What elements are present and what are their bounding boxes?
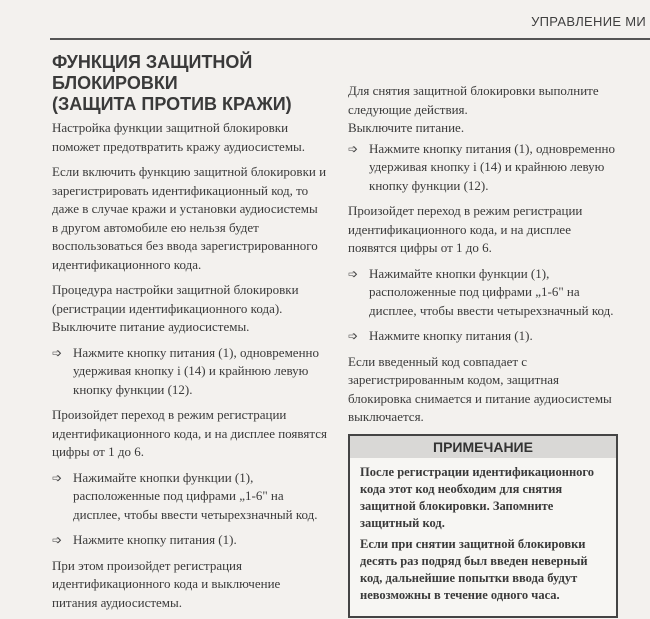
description-paragraph: Если включить функцию защитной блокировки и зарегистрировать идентификационный код, то даже в случае кражи и установки аудиосистемы в другом автомобиле ею нельзя будет воспользоваться без ввода зарегистрированного идентификационного кода.: [52, 164, 327, 272]
result-paragraph: При этом произойдет регистрация идентификационного кода и выключение питания аудиосистемы.: [52, 557, 281, 610]
step-text: Нажмите кнопку питания (1).: [73, 532, 237, 547]
left-column: [52, 52, 327, 619]
unlock-intro-paragraph: Для снятия защитной блокировки выполните следующие действия.: [348, 83, 599, 117]
power-off-instruction: Выключите питание аудиосистемы.: [52, 319, 250, 334]
section-title: [52, 52, 327, 115]
step-press-power-confirm: [348, 327, 618, 346]
unlock-result-paragraph: Если введенный код совпадает с зарегистрированным кодом, защитная блокировка снимается и питание аудиосистемы выключается.: [348, 353, 612, 424]
arrow-bullet-icon: ➩: [348, 141, 359, 156]
arrow-bullet-icon: ➩: [52, 533, 63, 547]
step-press-power-confirm: [52, 531, 327, 550]
right-column: [348, 82, 618, 618]
registration-mode-paragraph: Произойдет переход в режим регистрации идентификационного кода, и на дисплее появятся цифры от 1 до 6.: [52, 407, 327, 459]
procedure-heading: Процедура настройки защитной блокировки (регистрации идентификационного кода).: [52, 282, 299, 316]
registration-mode-paragraph: Произойдет переход в режим регистрации идентификационного кода, и на дисплее появятся цифры от 1 до 6.: [348, 203, 583, 255]
arrow-bullet-icon: ➩: [52, 470, 63, 485]
step-text: Нажмите кнопку питания (1), одновременно удерживая кнопку i (14) и крайнюю левую кнопку функции (12).: [73, 344, 319, 397]
intro-paragraph: Настройка функции защитной блокировки поможет предотвратить кражу аудиосистемы.: [52, 120, 306, 154]
step-press-power: [348, 140, 618, 196]
title-line-2: БЛОКИРОВКИ: [52, 73, 178, 93]
step-press-power: [52, 344, 327, 400]
arrow-bullet-icon: ➩: [52, 345, 63, 360]
header-rule: [50, 38, 650, 40]
note-body: [350, 458, 616, 616]
note-paragraph-1: После регистрации идентификационного кода этот код необходим для снятия защитной блокировки. Запомните защитный код.: [360, 464, 595, 530]
running-header: УПРАВЛЕНИЕ МИ: [531, 14, 646, 29]
title-line-3: (ЗАЩИТА ПРОТИВ КРАЖИ): [52, 94, 292, 114]
step-text: Нажмите кнопку питания (1).: [369, 328, 533, 343]
step-enter-code: [348, 265, 618, 321]
arrow-bullet-icon: ➩: [348, 266, 359, 281]
arrow-bullet-icon: ➩: [348, 329, 359, 343]
note-box: [348, 434, 618, 618]
step-text: Нажмите кнопку питания (1), одновременно удерживая кнопку i (14) и крайнюю левую кнопку функции (12).: [369, 140, 615, 193]
title-line-1: ФУНКЦИЯ ЗАЩИТНОЙ: [52, 52, 253, 72]
note-title: ПРИМЕЧАНИЕ: [350, 436, 616, 458]
note-paragraph-2: Если при снятии защитной блокировки десять раз подряд был введен неверный код, дальнейшие попытки ввода будут невозможны в течение одного часа.: [360, 536, 588, 602]
step-text: Нажимайте кнопки функции (1), расположенные под цифрами „1-6" на дисплее, чтобы ввести четырехзначный код.: [369, 265, 614, 318]
step-enter-code: [52, 469, 327, 525]
power-off-instruction: Выключите питание.: [348, 120, 465, 135]
step-text: Нажимайте кнопки функции (1), расположенные под цифрами „1-6" на дисплее, чтобы ввести четырехзначный код.: [73, 469, 318, 522]
